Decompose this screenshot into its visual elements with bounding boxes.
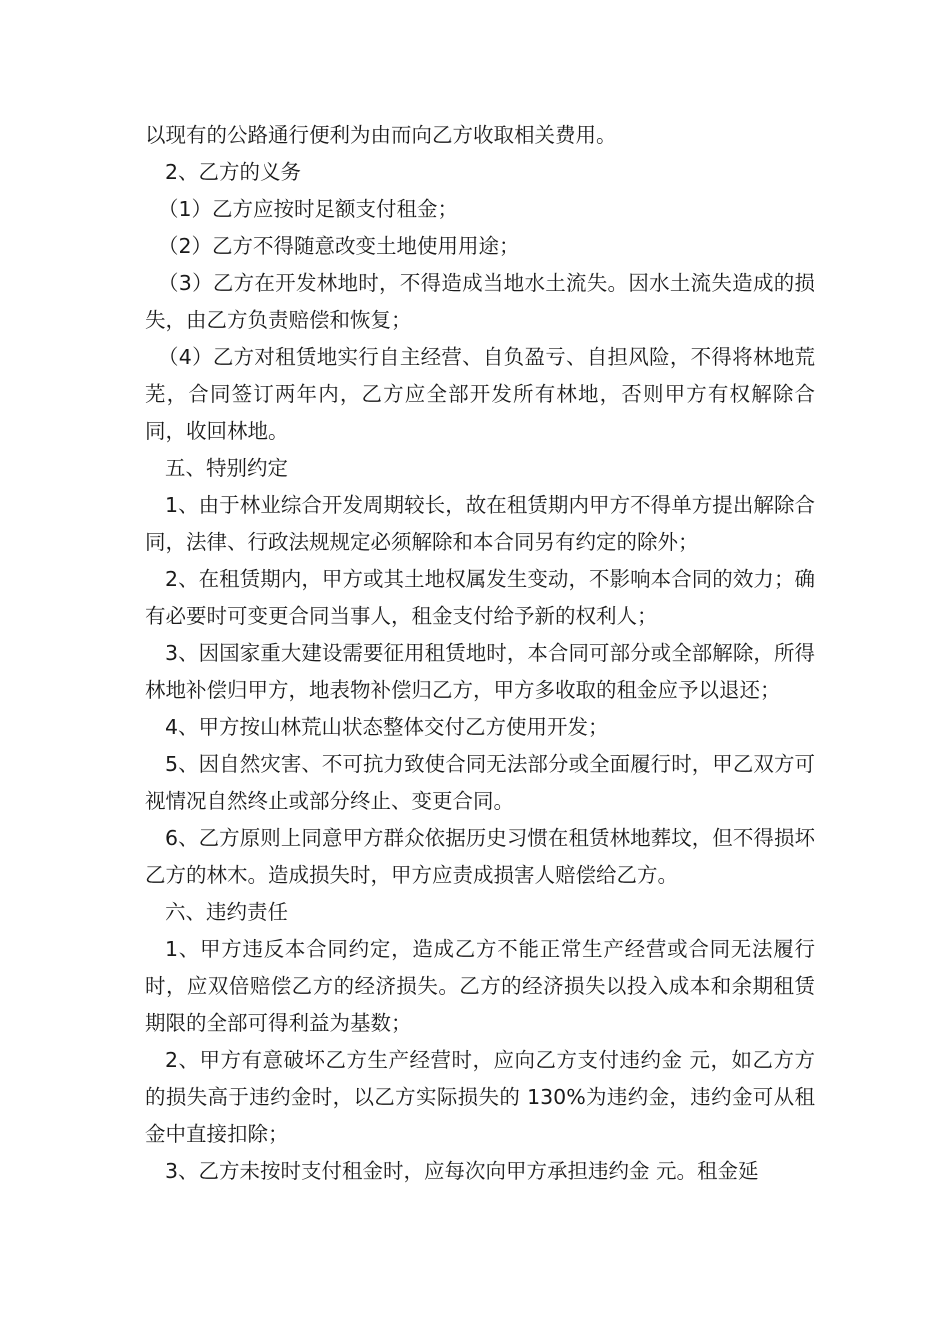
paragraph-obligation-1: （1）乙方应按时足额支付租金； [158, 197, 459, 221]
paragraph-special-1: 1、由于林业综合开发周期较长，故在租赁期内甲方不得单方提出解除合同，法律、行政法规规定必须解除和本合同另有约定的除外； [145, 493, 815, 554]
heading-party-b-obligations: 2、乙方的义务 [165, 160, 302, 184]
paragraph-special-2: 2、在租赁期内，甲方或其土地权属发生变动，不影响本合同的效力；确有必要时可变更合同当事人，租金支付给予新的权利人； [145, 567, 815, 628]
paragraph-special-3: 3、因国家重大建设需要征用租赁地时，本合同可部分或全部解除，所得林地补偿归甲方，地表物补偿归乙方，甲方多收取的租金应予以退还； [145, 641, 815, 702]
paragraph-special-5: 5、因自然灾害、不可抗力致使合同无法部分或全面履行时，甲乙双方可视情况自然终止或部分终止、变更合同。 [145, 752, 815, 813]
paragraph-breach-3: 3、乙方未按时支付租金时，应每次向甲方承担违约金 元。租金延 [165, 1159, 759, 1183]
heading-breach-liability: 六、违约责任 [165, 900, 288, 924]
paragraph-breach-2: 2、甲方有意破坏乙方生产经营时，应向乙方支付违约金 元，如乙方方的损失高于违约金时，以乙方实际损失的 130%为违约金，违约金可从租金中直接扣除； [145, 1048, 815, 1146]
paragraph-breach-1: 1、甲方违反本合同约定，造成乙方不能正常生产经营或合同无法履行时，应双倍赔偿乙方的经济损失。乙方的经济损失以投入成本和余期租赁期限的全部可得利益为基数； [145, 937, 815, 1035]
heading-special-agreement: 五、特别约定 [165, 456, 288, 480]
paragraph-obligation-2: （2）乙方不得随意改变土地使用用途； [158, 234, 520, 258]
paragraph-special-6: 6、乙方原则上同意甲方群众依据历史习惯在租赁林地葬坟，但不得损坏乙方的林木。造成损失时，甲方应责成损害人赔偿给乙方。 [145, 826, 815, 887]
paragraph-obligation-3: （3）乙方在开发林地时，不得造成当地水土流失。因水土流失造成的损失，由乙方负责赔偿和恢复； [145, 271, 815, 332]
paragraph-road-fee: 以现有的公路通行便利为由而向乙方收取相关费用。 [145, 123, 617, 147]
paragraph-obligation-4: （4）乙方对租赁地实行自主经营、自负盈亏、自担风险，不得将林地荒芜，合同签订两年内，乙方应全部开发所有林地，否则甲方有权解除合同，收回林地。 [145, 345, 815, 443]
paragraph-special-4: 4、甲方按山林荒山状态整体交付乙方使用开发； [165, 715, 609, 739]
document-body [145, 117, 815, 1190]
